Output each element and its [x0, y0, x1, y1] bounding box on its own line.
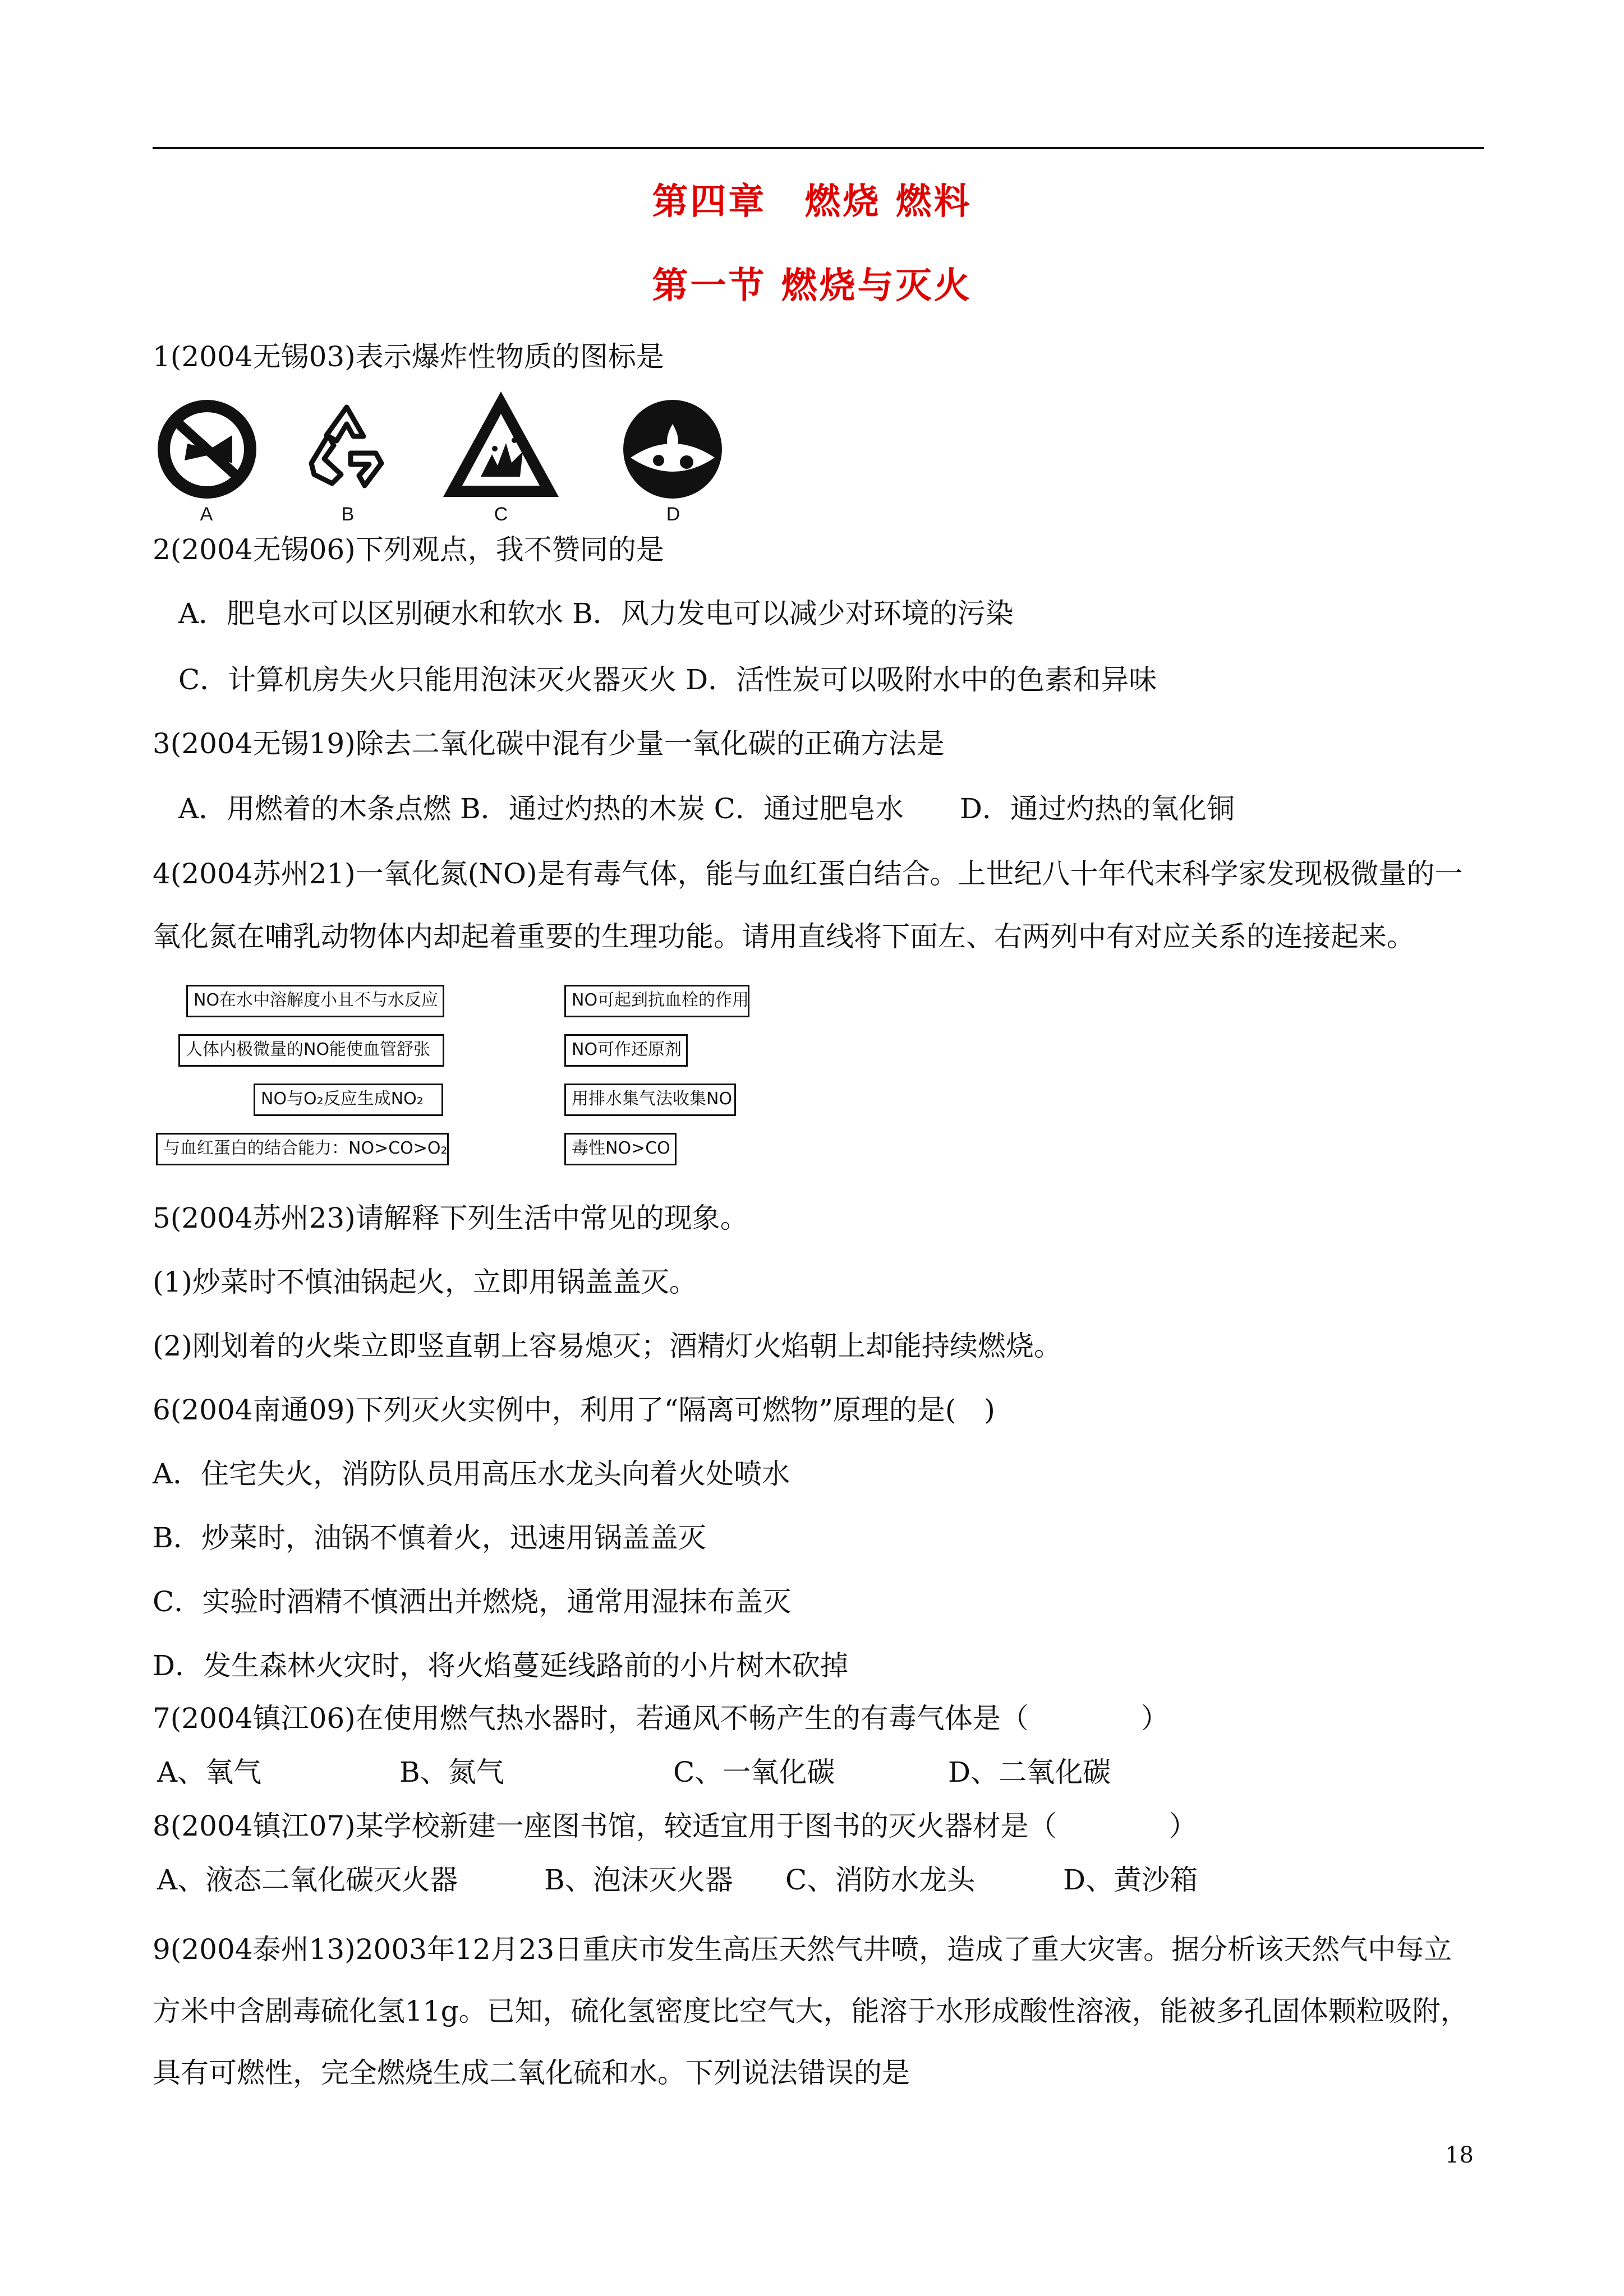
question-8-option-a: A、液态二氧化碳灭火器 — [157, 1864, 458, 1896]
question-2-options-line-1: A．肥皂水可以区别硬水和软水 B．风力发电可以减少对环境的污染 — [178, 597, 1014, 630]
explosive-warning-icon — [439, 387, 563, 502]
question-8-option-c: C、消防水龙头 — [785, 1864, 976, 1896]
question-2: 2(2004无锡06)下列观点，我不赞同的是 — [153, 533, 664, 566]
left-box-4: 与血红蛋白的结合能力：NO>CO>O₂ — [156, 1133, 449, 1165]
icon-label-b: B — [341, 504, 355, 525]
icon-label-c: C — [494, 504, 508, 525]
icon-label-a: A — [200, 504, 213, 525]
question-8: 8(2004镇江07)某学校新建一座图书馆，较适宜用于图书的灭火器材是（ ） — [153, 1810, 1197, 1842]
question-5: 5(2004苏州23)请解释下列生活中常见的现象。 — [153, 1202, 748, 1234]
question-4-line-1: 4(2004苏州21)一氧化氮(NO)是有毒气体，能与血红蛋白结合。上世纪八十年代末科学家发现极微量的一 — [153, 857, 1463, 890]
recycle-icon — [297, 396, 395, 494]
question-9-line-2: 方米中含剧毒硫化氢11g。已知，硫化氢密度比空气大，能溶于水形成酸性溶液，能被多孔固体颗粒吸附， — [153, 1995, 1469, 2027]
left-box-2: 人体内极微量的NO能使血管舒张 — [178, 1034, 444, 1067]
right-box-3: 用排水集气法收集NO — [564, 1084, 736, 1116]
question-2-options-line-2: C．计算机房失火只能用泡沫灭火器灭火 D．活性炭可以吸附水中的色素和异味 — [178, 663, 1157, 696]
question-3-options: A．用燃着的木条点燃 B．通过灼热的木炭 C．通过肥皂水 D．通过灼热的氧化铜 — [178, 792, 1235, 825]
question-7: 7(2004镇江06)在使用燃气热水器时，若通风不畅产生的有毒气体是（ ） — [153, 1702, 1169, 1735]
question-6: 6(2004南通09)下列灭火实例中，利用了“隔离可燃物”原理的是( ) — [153, 1394, 995, 1426]
question-9-line-3: 具有可燃性，完全燃烧生成二氧化硫和水。下列说法错误的是 — [153, 2057, 910, 2089]
question-8-option-d: D、黄沙箱 — [1063, 1864, 1198, 1896]
question-6-option-d: D．发生森林火灾时，将火焰蔓延线路前的小片树木砍掉 — [153, 1649, 849, 1682]
question-7-option-d: D、二氧化碳 — [948, 1756, 1111, 1788]
question-7-option-a: A、氧气 — [157, 1756, 262, 1788]
icon-label-d: D — [666, 504, 680, 525]
question-7-option-b: B、氮气 — [399, 1756, 504, 1788]
question-9-line-1: 9(2004泰州13)2003年12月23日重庆市发生高压天然气井喷，造成了重大灾害。据分析该天然气中每立 — [153, 1933, 1452, 1966]
chapter-title: 第四章 燃烧 燃料 — [652, 181, 972, 223]
section-title: 第一节 燃烧与灭火 — [652, 265, 972, 307]
question-5-part-2: (2)刚划着的火柴立即竖直朝上容易熄灭；酒精灯火焰朝上却能持续燃烧。 — [153, 1330, 1062, 1362]
header-rule — [153, 147, 1484, 149]
left-box-3: NO与O₂反应生成NO₂ — [254, 1084, 443, 1116]
water-drop-icon — [619, 396, 726, 502]
left-box-1: NO在水中溶解度小且不与水反应 — [186, 985, 444, 1017]
question-6-option-a: A．住宅失火，消防队员用高压水龙头向着火处喷水 — [153, 1458, 790, 1490]
question-6-option-b: B．炒菜时，油锅不慎着火，迅速用锅盖盖灭 — [153, 1522, 706, 1554]
question-8-option-b: B、泡沫灭火器 — [544, 1864, 733, 1896]
question-1: 1(2004无锡03)表示爆炸性物质的图标是 — [153, 340, 664, 373]
question-3: 3(2004无锡19)除去二氧化碳中混有少量一氧化碳的正确方法是 — [153, 727, 945, 760]
question-6-option-c: C．实验时酒精不慎洒出并燃烧，通常用湿抹布盖灭 — [153, 1585, 792, 1618]
question-7-option-c: C、一氧化碳 — [673, 1756, 835, 1788]
right-box-1: NO可起到抗血栓的作用 — [564, 985, 749, 1017]
right-box-2: NO可作还原剂 — [564, 1034, 688, 1067]
right-box-4: 毒性NO>CO — [564, 1133, 677, 1165]
page-number: 18 — [1445, 2142, 1474, 2168]
no-horn-icon — [154, 396, 260, 502]
question-4-line-2: 氧化氮在哺乳动物体内却起着重要的生理功能。请用直线将下面左、右两列中有对应关系的连接起来。 — [153, 920, 1415, 953]
question-5-part-1: (1)炒菜时不慎油锅起火，立即用锅盖盖灭。 — [153, 1266, 697, 1298]
